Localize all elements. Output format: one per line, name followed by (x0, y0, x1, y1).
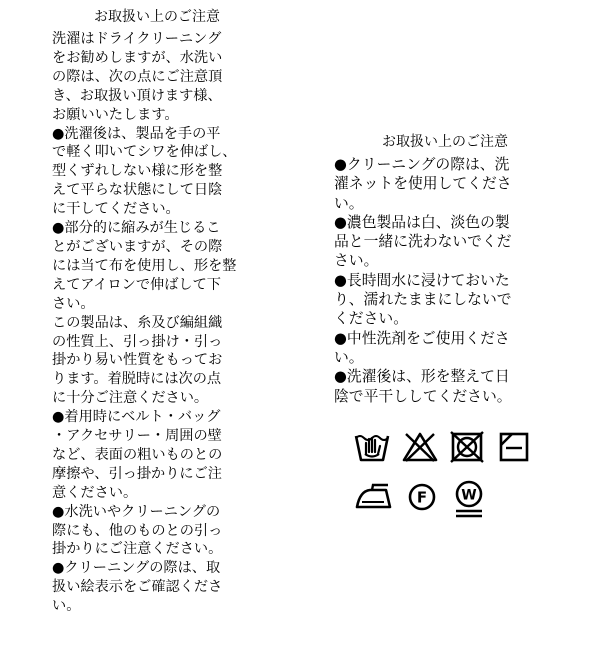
left-notice-heading: お取扱い上のご注意 (94, 9, 220, 25)
right-notice-heading: お取扱い上のご注意 (382, 134, 508, 150)
wet-clean-w-icon (452, 478, 486, 520)
right-notice-body: ●クリーニングの際は、洗 濯ネットを使用してくださ い。 ●濃色製品は白、淡色の製 品と一緒に洗わないでくだ さい。 ●長時間水に浸けておいた り、濡れたままにしないで ください。 ●中性洗剤をご使用くださ い。 ●洗濯後は、形を整えて日 陰で平干ししてください。 (334, 156, 512, 405)
dry-clean-f-icon (406, 482, 438, 514)
no-bleach-icon (402, 431, 438, 463)
iron-low-icon (354, 482, 394, 512)
right-notice (334, 133, 556, 406)
no-tumble-dry-icon (450, 431, 484, 463)
left-notice-body: 洗濯はドライクリーニング をお勧めしますが、水洗い の際は、次の点にご注意頂 き、お取扱い頂けます様、 お願いいたします。 ●洗濯後は、製品を手の平 で軽く叩いてシワを伸ばし、 型くずれしない様に形を整 えて平らな状態にして日陰 に干してください。 ●部分的に縮みが生じるこ とがございますが、その際 には当て布を使用し、形を整 えてアイロンで伸ばして下 さい。 この製品は、糸及び編組織 の性質上、引っ掛け・引っ 掛かり易い性質をもってお ります。着脱時には次の点 に十分ご注意ください。 ●着用時にベルト・バッグ ・アクセサリー・周囲の壁 など、表面の粗いものとの 摩擦や、引っ掛かりにご注 意ください。 ●水洗いやクリーニングの 際にも、他のものとの引っ 掛かりにご注意ください。 ●クリーニングの際は、取 扱い絵表示をご確認くださ い。 (52, 31, 237, 615)
dry-clean-letter: F (416, 488, 428, 507)
care-symbols (350, 430, 550, 530)
left-notice (52, 8, 262, 616)
dry-flat-shade-icon (498, 431, 530, 463)
wet-clean-letter: W (461, 487, 477, 504)
hand-wash-icon (354, 430, 390, 464)
